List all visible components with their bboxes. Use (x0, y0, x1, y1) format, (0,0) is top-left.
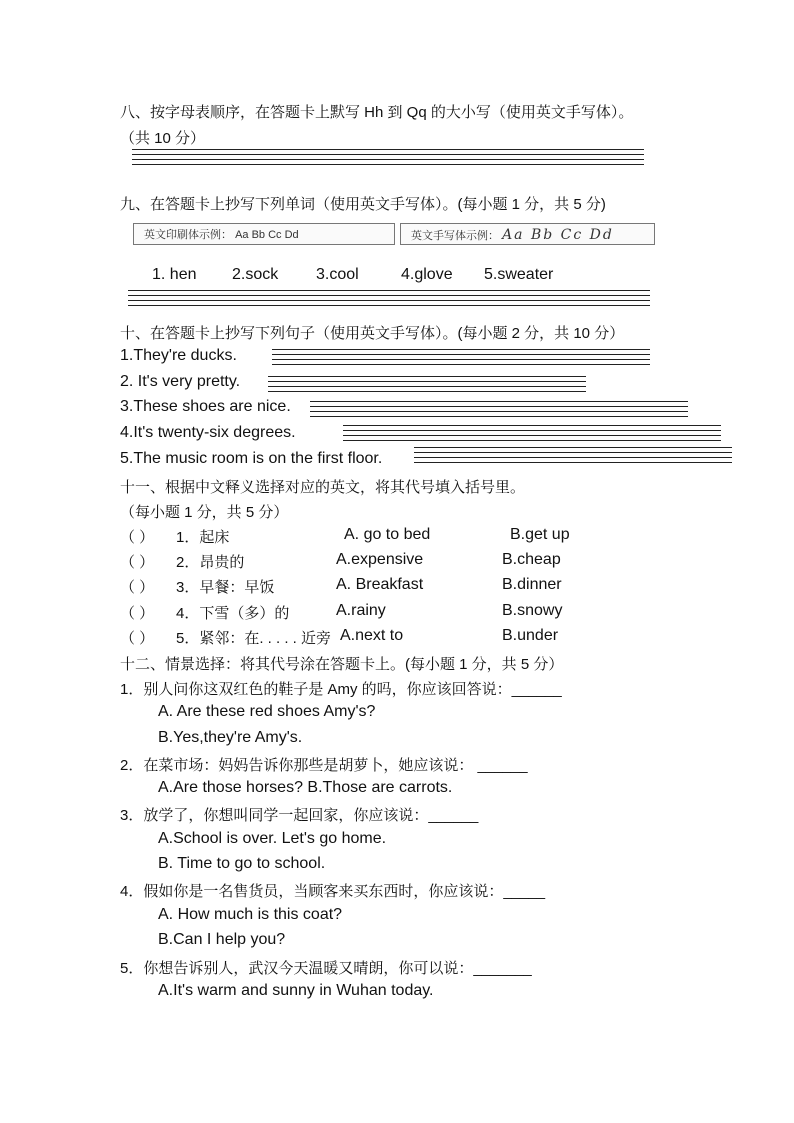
situation-1-option-b: B.Yes,they're Amy's. (158, 729, 303, 746)
match-5-bracket: （ ） (120, 630, 155, 647)
situation-4-option-a: A. How much is this coat? (158, 906, 343, 923)
match-4-option-a: A.rainy (336, 602, 386, 619)
sentence-5-lines (414, 447, 732, 467)
print-sample-box (133, 223, 395, 245)
situation-3-option-b: B. Time to go to school. (158, 855, 326, 872)
hand-sample-box (400, 223, 655, 245)
situation-5-question: 5．你想告诉别人，武汉今天温暖又晴朗，你可以说：_______ (120, 960, 532, 977)
match-3-bracket: （ ） (120, 579, 155, 596)
situation-1-option-a: A. Are these red shoes Amy's? (158, 703, 376, 720)
sentence-4-lines (343, 425, 721, 445)
sentence-1: 1.They're ducks. (120, 347, 237, 364)
situation-3-option-a: A.School is over. Let's go home. (158, 830, 387, 847)
word-2: 2.sock (232, 266, 279, 283)
sentence-2-lines (268, 376, 586, 396)
situation-4-question: 4．假如你是一名售货员，当顾客来买东西时，你应该说：_____ (120, 883, 546, 900)
sentence-1-lines (272, 349, 650, 369)
match-1-option-a: A. go to bed (344, 526, 431, 543)
sentence-5: 5.The music room is on the first floor. (120, 450, 383, 467)
match-2-option-a: A.expensive (336, 551, 424, 568)
situation-2-options: A.Are those horses? B.Those are carrots. (158, 779, 453, 796)
match-3-option-a: A. Breakfast (336, 576, 424, 593)
match-2-option-b: B.cheap (502, 551, 561, 568)
word-5: 5.sweater (484, 266, 554, 283)
section-8-score: （共 10 分） (120, 130, 206, 147)
word-1: 1. hen (152, 266, 197, 283)
print-sample-label: 英文印刷体示例： (144, 229, 232, 241)
situation-1-question: 1．别人问你这双红色的鞋子是 Amy 的吗，你应该回答说：______ (120, 681, 562, 698)
sentence-4: 4.It's twenty-six degrees. (120, 424, 296, 441)
word-3: 3.cool (316, 266, 359, 283)
match-4-bracket: （ ） (120, 605, 155, 622)
section-12-title: 十二、情景选择：将其代号涂在答题卡上。(每小题 1 分，共 5 分） (120, 656, 564, 673)
match-2-bracket: （ ） (120, 554, 155, 571)
section-11-title: 十一、根据中文释义选择对应的英文，将其代号填入括号里。 (120, 479, 526, 496)
situation-2-question: 2．在菜市场：妈妈告诉你那些是胡萝卜，她应该说： ______ (120, 757, 528, 774)
match-3-question: 3．早餐：早饭 (176, 579, 275, 596)
situation-3-question: 3．放学了，你想叫同学一起回家，你应该说：______ (120, 807, 479, 824)
section-9-title: 九、在答题卡上抄写下列单词（使用英文手写体）。(每小题 1 分，共 5 分) (120, 196, 606, 213)
sentence-3-lines (310, 401, 688, 421)
section-8-writing-lines (132, 149, 644, 169)
match-2-question: 2．昂贵的 (176, 554, 245, 571)
section-11-score: （每小题 1 分，共 5 分） (120, 504, 289, 521)
word-4: 4.glove (401, 266, 453, 283)
section-9-writing-lines (128, 290, 650, 310)
match-5-question: 5．紧邻：在. . . . . 近旁 (176, 630, 332, 647)
hand-sample-label: 英文手写体示例： (411, 230, 499, 242)
section-10-title: 十、在答题卡上抄写下列句子（使用英文手写体）。(每小题 2 分，共 10 分） (120, 325, 625, 342)
match-5-option-b: B.under (502, 627, 559, 644)
match-1-option-b: B.get up (510, 526, 570, 543)
sentence-3: 3.These shoes are nice. (120, 398, 291, 415)
match-1-question: 1．起床 (176, 529, 230, 546)
print-sample-letters: Aa Bb Cc Dd (235, 229, 299, 241)
situation-5-option-a: A.It's warm and sunny in Wuhan today. (158, 982, 434, 999)
section-8-title: 八、按字母表顺序，在答题卡上默写 Hh 到 Qq 的大小写（使用英文手写体）。 (120, 104, 634, 121)
hand-sample-letters: Aa Bb Cc Dd (502, 227, 614, 243)
match-1-bracket: （ ） (120, 529, 155, 546)
match-3-option-b: B.dinner (502, 576, 562, 593)
sentence-2: 2. It's very pretty. (120, 373, 241, 390)
match-5-option-a: A.next to (340, 627, 404, 644)
match-4-option-b: B.snowy (502, 602, 563, 619)
situation-4-option-b: B.Can I help you? (158, 931, 286, 948)
match-4-question: 4．下雪（多）的 (176, 605, 290, 622)
